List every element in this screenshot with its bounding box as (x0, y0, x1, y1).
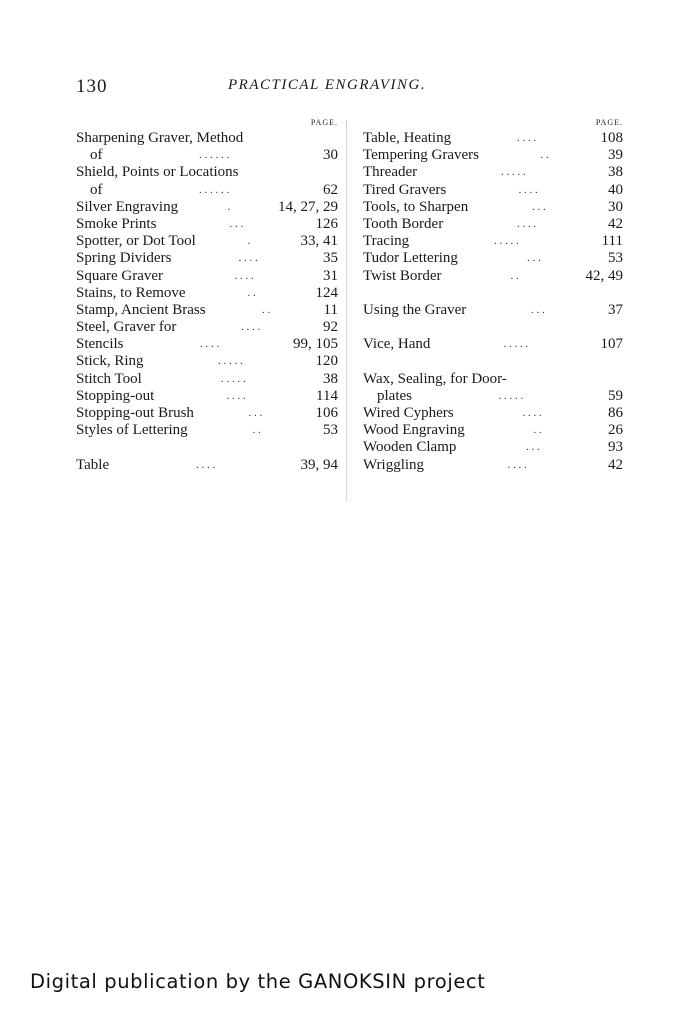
index-entry (76, 250, 338, 267)
index-term: Wooden Clamp (363, 439, 457, 456)
leader-dots: . . . . (517, 132, 537, 144)
leader-dots: . (227, 200, 231, 213)
leader-dots: . . . (526, 441, 540, 454)
index-term: Stopping-out (76, 387, 155, 404)
index-entry (363, 268, 623, 285)
index-page-ref: 37 (608, 301, 623, 318)
index-term: Threader (363, 164, 418, 181)
index-entry (76, 164, 338, 181)
index-term: Table, Heating (363, 130, 452, 146)
index-page-ref: 59 (608, 387, 623, 404)
index-page-ref: 126 (315, 215, 338, 232)
leader-dots: . . . . (234, 269, 254, 282)
leader-dots: . . . . (241, 321, 261, 334)
index-term: Tracing (363, 233, 410, 250)
leader-dots: . . (262, 303, 271, 316)
running-title: PRACTICAL ENGRAVING. (228, 77, 427, 93)
index-term: Wired Cyphers (363, 405, 454, 421)
index-entry (363, 439, 623, 456)
index-page-ref: 120 (315, 353, 338, 370)
index-page-ref: 53 (608, 250, 623, 267)
index-entry (363, 130, 623, 147)
index-entry (76, 319, 338, 336)
index-entry (363, 147, 623, 164)
index-entry (76, 422, 338, 439)
index-entry (76, 457, 338, 474)
index-term: Stamp, Ancient Brass (76, 301, 206, 318)
index-entry (363, 388, 623, 405)
index-term: Silver Engraving (76, 198, 179, 215)
index-entry (363, 302, 623, 319)
index-page-ref: 35 (323, 250, 338, 267)
index-page-ref: 38 (323, 370, 338, 387)
index-page-ref: 114 (316, 387, 338, 404)
index-page-ref: 111 (601, 233, 623, 250)
leader-dots: . . . (248, 407, 263, 419)
index-page-ref: 33, 41 (300, 233, 338, 250)
leader-dots: . . (252, 424, 261, 437)
index-term: Spotter, or Dot Tool (76, 233, 196, 250)
index-page-ref: 62 (323, 181, 338, 198)
index-entry (363, 199, 623, 216)
leader-dots: . . . . . (221, 372, 246, 385)
index-entry (363, 250, 623, 267)
leader-dots: . (247, 235, 251, 248)
index-page-ref: 30 (608, 198, 623, 215)
index-term: Smoke Prints (76, 215, 157, 232)
index-term: Shield, Points or Locations (76, 164, 239, 181)
index-page-ref: 38 (608, 164, 623, 181)
index-page-ref: 11 (323, 301, 338, 318)
index-page-ref: 39, 94 (300, 456, 338, 473)
index-term: of (90, 181, 103, 198)
leader-dots: . . . . (200, 338, 220, 351)
index-term: Tempering Gravers (363, 147, 479, 164)
index-term: Stains, to Remove (76, 284, 186, 301)
index-page-ref: 53 (323, 422, 338, 439)
leader-dots: . . . . (518, 183, 538, 196)
index-page-ref: 108 (600, 130, 623, 146)
leader-dots: . . . (527, 252, 541, 265)
index-entry (363, 405, 623, 422)
index-term: Tudor Lettering (363, 250, 458, 267)
index-entry (363, 422, 623, 439)
index-entry (76, 388, 338, 405)
index-entry (76, 285, 338, 302)
leader-dots: . . . . (226, 389, 246, 402)
index-page-ref: 106 (315, 405, 338, 421)
index-page-ref: 26 (608, 422, 623, 439)
index-entry (76, 130, 338, 147)
index-entry (76, 199, 338, 216)
index-term: of (90, 147, 103, 164)
index-entry (76, 147, 338, 164)
index-entry (363, 371, 623, 388)
index-term: Square Graver (76, 267, 164, 284)
index-page-ref: 124 (315, 284, 338, 301)
index-entry (363, 457, 623, 474)
index-entry (76, 182, 338, 199)
index-term: Styles of Lettering (76, 422, 188, 439)
index-term: Twist Border (363, 267, 442, 284)
page-column-heading: PAGE. (310, 118, 338, 127)
index-term: Stitch Tool (76, 370, 142, 387)
column-divider (346, 120, 347, 500)
leader-dots: . . (510, 269, 519, 282)
index-term: Using the Graver (363, 301, 467, 318)
leader-dots: . . . . . (501, 166, 526, 179)
leader-dots: . . . . . (503, 338, 529, 351)
index-page-ref: 39 (608, 147, 623, 164)
leader-dots: . . . . . . (199, 149, 230, 162)
leader-dots: . . . . . (494, 235, 519, 248)
leader-dots: . . . . . (498, 389, 524, 402)
index-entry (76, 302, 338, 319)
index-entry (363, 182, 623, 199)
leader-dots: . . (533, 424, 542, 437)
index-page-ref: 40 (608, 181, 623, 198)
index-entry (76, 353, 338, 370)
index-term: Wax, Sealing, for Door- (363, 370, 507, 387)
index-term: Vice, Hand (363, 336, 431, 353)
footer-credit: Digital publication by the GANOKSIN project (30, 970, 486, 993)
index-page-ref: 30 (323, 147, 338, 164)
index-entry (76, 233, 338, 250)
leader-dots: . . . . (522, 407, 542, 419)
index-page-ref: 107 (600, 336, 623, 353)
index-term: Stopping-out Brush (76, 405, 194, 421)
index-term: Steel, Graver for (76, 319, 177, 336)
index-entry (76, 371, 338, 388)
leader-dots: . . . . . (218, 355, 243, 368)
page-column-heading: PAGE. (595, 118, 623, 127)
leader-dots: . . . (532, 200, 546, 213)
leader-dots: . . (247, 286, 256, 299)
index-entry (363, 233, 623, 250)
index-entry (363, 336, 623, 353)
leader-dots: . . . . (517, 217, 537, 230)
leader-dots: . . . (229, 217, 244, 230)
index-term: Wriggling (363, 456, 425, 473)
index-term: Stencils (76, 336, 124, 353)
index-entry (76, 268, 338, 285)
index-term: Spring Dividers (76, 250, 172, 267)
index-column-left (76, 118, 338, 474)
index-term: Tools, to Sharpen (363, 198, 469, 215)
index-column-right (363, 118, 623, 474)
index-entry (76, 336, 338, 353)
leader-dots: . . . . (507, 458, 527, 471)
index-term: plates (377, 387, 412, 404)
index-page-ref: 14, 27, 29 (278, 198, 338, 215)
index-term: Tooth Border (363, 215, 444, 232)
index-term: Sharpening Graver, Method (76, 130, 244, 146)
index-page-ref: 42 (608, 215, 623, 232)
index-page-ref: 42 (608, 456, 623, 473)
index-page-ref: 99, 105 (293, 336, 338, 353)
index-page-ref: 93 (608, 439, 623, 456)
index-entry (363, 164, 623, 181)
leader-dots: . . . (531, 303, 545, 316)
index-term: Wood Engraving (363, 422, 465, 439)
page-number: 130 (76, 76, 108, 97)
leader-dots: . . . . (196, 458, 216, 471)
index-term: Stick, Ring (76, 353, 144, 370)
leader-dots: . . . . (238, 252, 258, 265)
index-term: Table (76, 456, 110, 473)
leader-dots: . . . . . . (199, 183, 230, 196)
index-entry (363, 216, 623, 233)
index-page-ref: 86 (608, 405, 623, 421)
leader-dots: . . (540, 149, 549, 162)
index-page-ref: 92 (323, 319, 338, 336)
index-page-ref: 42, 49 (585, 267, 623, 284)
index-entry (76, 216, 338, 233)
index-term: Tired Gravers (363, 181, 447, 198)
index-page-ref: 31 (323, 267, 338, 284)
index-entry (76, 405, 338, 422)
